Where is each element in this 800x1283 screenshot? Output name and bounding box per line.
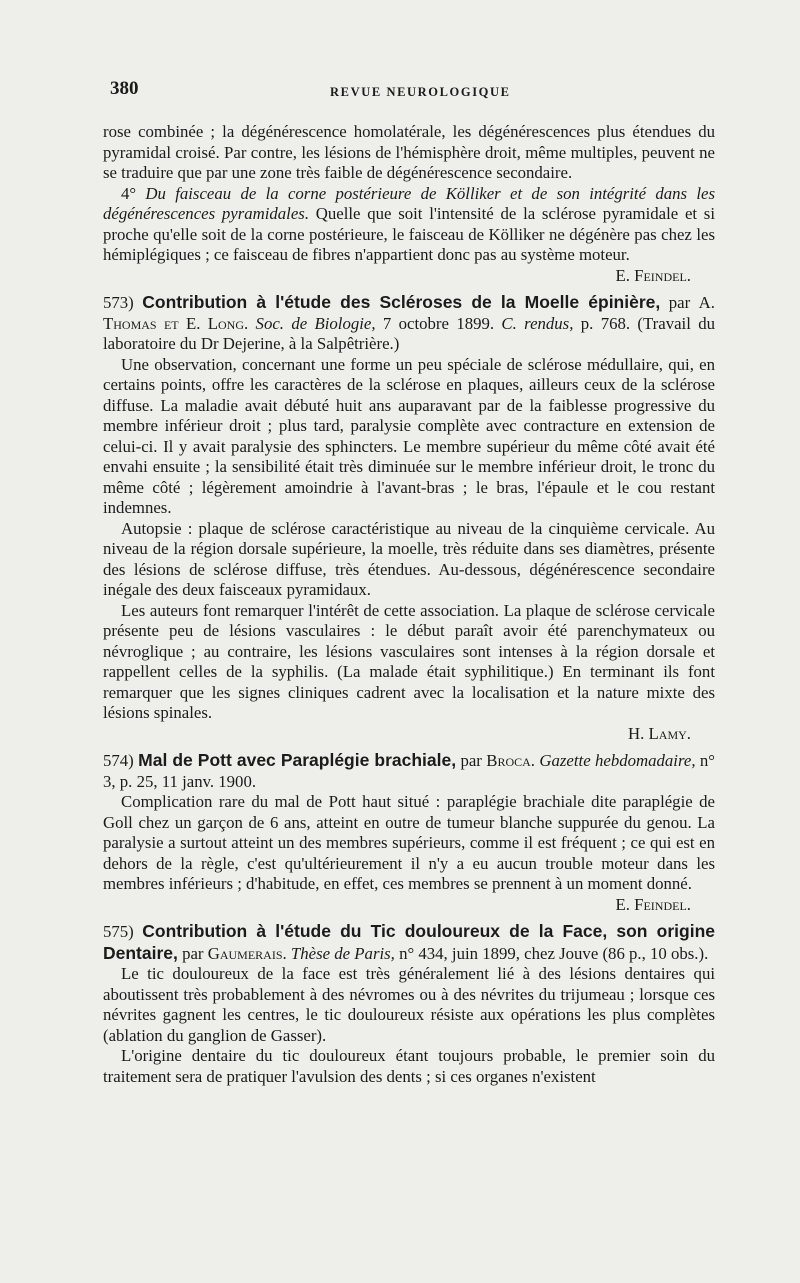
intro-paragraph-4: 4° Du faisceau de la corne postérieure de Kölliker et de son intégrité dans les dégénérescences pyramidales. Quelle que soit l'intensité de la sclérose pyramidale et si proche qu'elle soit de la corne postérieure, le faisceau de Kölliker ne dégénère pas chez les hémiplégiques ; ce faisceau de fibres n'appartient donc pas au système moteur.: [103, 183, 715, 264]
entry-title: Contribution à l'étude du Tic douloureux de la Face, son origine Dentaire,: [103, 921, 715, 963]
entry-575-heading: 575) Contribution à l'étude du Tic douloureux de la Face, son origine Dentaire, par Gaumerais. Thèse de Paris, n° 434, juin 1899, chez Jouve (86 p., 10 obs.).: [103, 921, 715, 963]
running-title: REVUE NEUROLOGIQUE: [330, 85, 511, 99]
entry-authors: A. Thomas et E. Long.: [103, 293, 715, 333]
intro-subheading: Du faisceau de la corne postérieure de Kölliker et de son intégrité dans les dégénérescences pyramidales.: [103, 183, 715, 223]
entry-paragraph: Complication rare du mal de Pott haut situé : paraplégie brachiale dite paraplégie de Goll chez un garçon de 6 ans, atteint en outre de tumeur blanche suppurée du genou. La paralysie a surtout atteint un des membres supérieurs, comme il est fréquent ; ce qui est en dehors de la règle, c'est qu'ultérieurement il n'y a eu aucun trouble moteur dans les membres inférieurs ; d'habitude, en effet, ces membres se prennent à un moment donné.: [103, 792, 715, 893]
entry-573-heading: 573) Contribution à l'étude des Scléroses de la Moelle épinière, par A. Thomas et E. Long. Soc. de Biologie, 7 octobre 1899. C. rendus, p. 768. (Travail du laboratoire du Dr Dejerine, à la Salpêtrière.): [103, 292, 715, 353]
signature: H. Lamy.: [628, 723, 691, 743]
entry-title: Mal de Pott avec Paraplégie brachiale,: [138, 750, 457, 770]
entry-paragraph: Une observation, concernant une forme un peu spéciale de sclérose médullaire, qui, en certains points, offre les caractères de la sclérose en plaques, ailleurs ceux de la sclérose diffuse. La maladie avait débuté huit ans auparavant par de la faiblesse progressive du membre inférieur droit ; plus tard, paralysie complète avec contracture en extension de celui-ci. Il y avait paralysie des sphincters. Le membre supérieur du même côté avait été envahi ensuite ; la sensibilité était très diminuée sur le membre inférieur droit, le tronc du même côté ; légèrement amoindrie à l'avant-bras ; le bras, l'épaule et le cou restant indemnes.: [103, 354, 715, 517]
page-header: [110, 78, 710, 104]
entry-paragraph: L'origine dentaire du tic douloureux étant toujours probable, le premier soin du traitement sera de pratiquer l'avulsion des dents ; si ces organes n'existent: [103, 1046, 715, 1086]
signature: E. Feindel.: [615, 894, 691, 914]
signature: E. Feindel.: [615, 265, 691, 285]
entry-paragraph: Les auteurs font remarquer l'intérêt de cette association. La plaque de sclérose cervicale présente peu de lésions vasculaires : le début paraît avoir été parenchymateux ou névroglique ; au contraire, les lésions vasculaires sont intenses à la région dorsale et rappellent celles de la syphilis. (La malade était syphilitique.) En terminant ils font remarquer que les signes cliniques cadrent avec la localisation et la nature mixte des lésions spinales.: [103, 600, 715, 722]
entry-574-heading: 574) Mal de Pott avec Paraplégie brachiale, par Broca. Gazette hebdomadaire, n° 3, p. 25, 11 janv. 1900.: [103, 750, 716, 791]
entry-authors: Broca.: [486, 751, 535, 770]
entry-paragraph: Le tic douloureux de la face est très généralement lié à des lésions dentaires qui aboutissent très probablement à des névromes ou à des névrites du trijumeau ; lorsque ces névrites gagnent les centres, le tic douloureux résiste aux opérations les plus complètes (ablation du ganglion de Gasser).: [103, 964, 715, 1045]
entry-authors: Gaumerais.: [207, 943, 287, 963]
page-number: 380: [110, 78, 139, 99]
page-body: [103, 122, 715, 1087]
entry-title: Contribution à l'étude des Scléroses de la Moelle épinière,: [142, 292, 661, 312]
intro-paragraph: rose combinée ; la dégénérescence homolatérale, les dégénérescences plus étendues du pyramidal croisé. Par contre, les lésions de l'hémisphère droit, même multiples, peuvent ne se traduire que par une zone très faible de dégénérescence secondaire.: [103, 122, 715, 182]
entry-paragraph: Autopsie : plaque de sclérose caractéristique au niveau de la cinquième cervicale. Au niveau de la région dorsale supérieure, la moelle, très réduite dans ses diamètres, présente des lésions de sclérose diffuse, très étendues. Au-dessous, dégénérescence secondaire inégale des deux faisceaux pyramidaux.: [103, 518, 715, 599]
